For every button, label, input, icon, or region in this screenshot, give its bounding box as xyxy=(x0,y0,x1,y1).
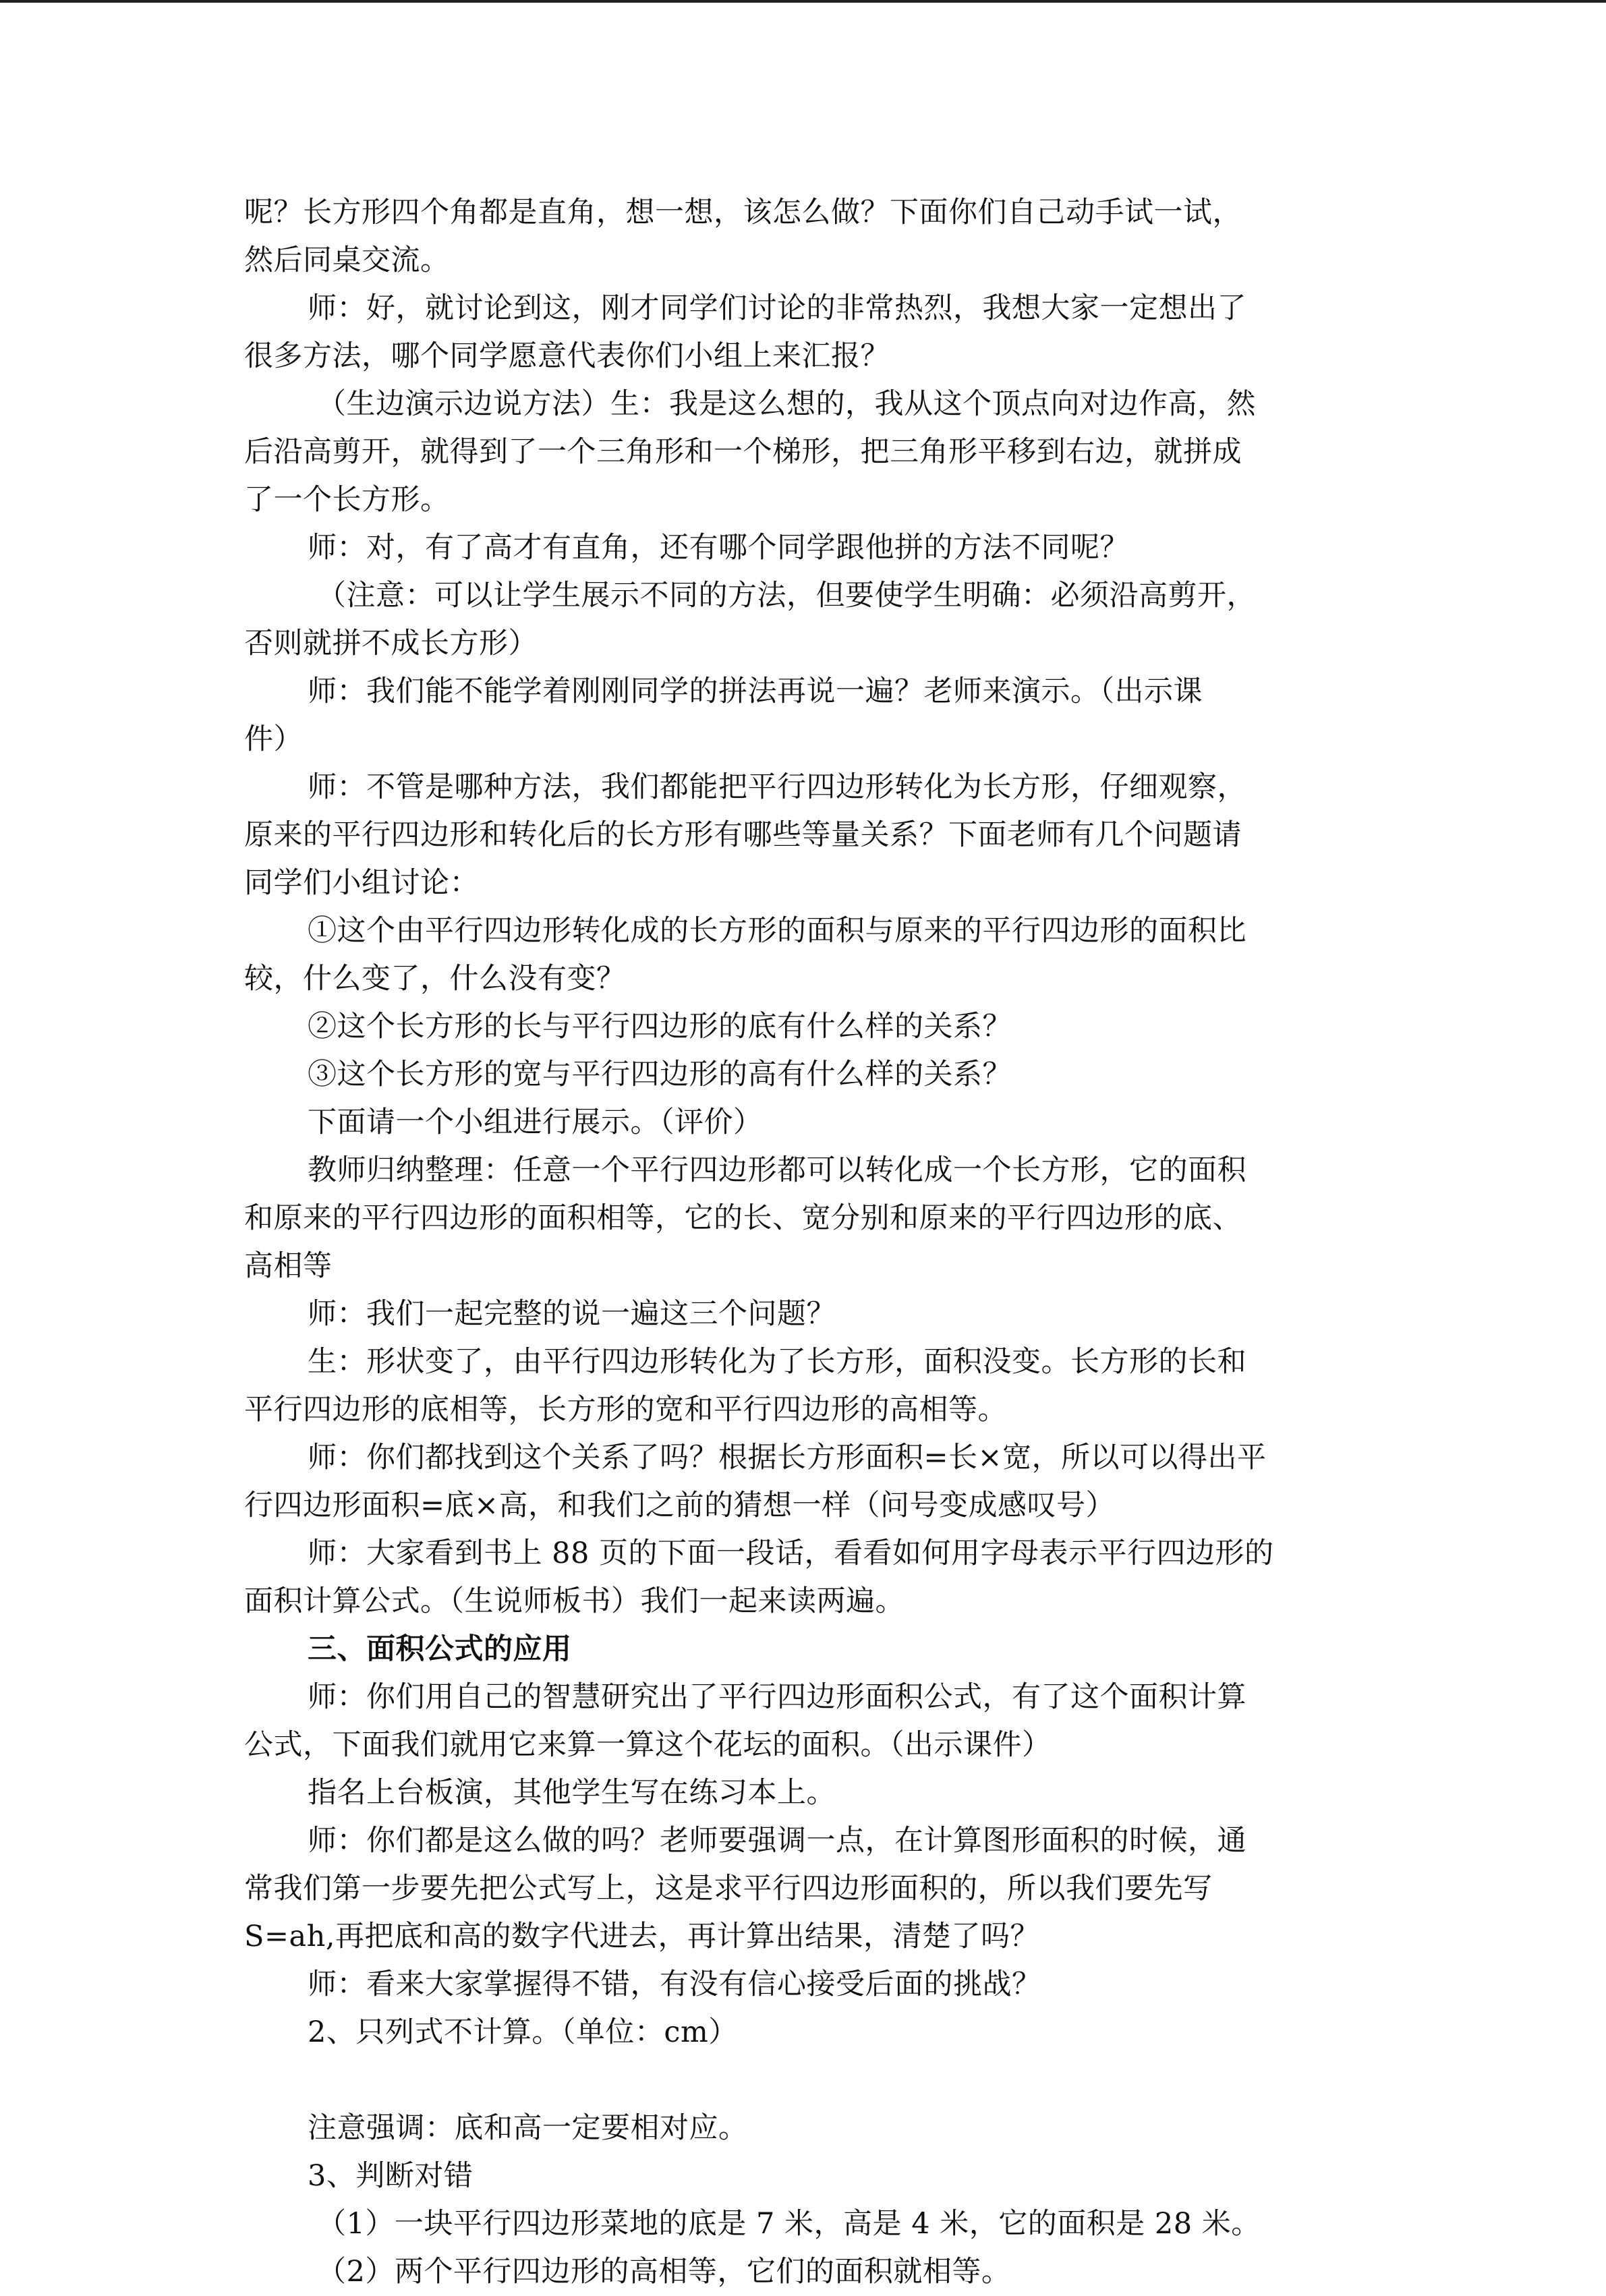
text-line: ②这个长方形的长与平行四边形的底有什么样的关系？ xyxy=(308,1010,1012,1043)
text-line: （注意：可以让学生展示不同的方法，但要使学生明确：必须沿高剪开， xyxy=(317,579,1256,612)
exercise-item: （1）一块平行四边形菜地的底是 7 米，高是 4 米，它的面积是 28 米。 xyxy=(317,2207,1261,2241)
exercise-item: 3、判断对错 xyxy=(308,2159,474,2193)
text-line: 师：好，就讨论到这，刚才同学们讨论的非常热烈，我想大家一定想出了 xyxy=(308,291,1246,325)
text-line: 公式，下面我们就用它来算一算这个花坛的面积。（出示课件） xyxy=(244,1728,1052,1762)
text-line: 面积计算公式。（生说师板书）我们一起来读两遍。 xyxy=(244,1584,905,1618)
text-line: 下面请一个小组进行展示。（评价） xyxy=(308,1106,763,1139)
text-line: 平行四边形的底相等，长方形的宽和平行四边形的高相等。 xyxy=(244,1393,1007,1427)
exercise-item: （2）两个平行四边形的高相等，它们的面积就相等。 xyxy=(317,2255,1011,2289)
text-line: 师：不管是哪种方法，我们都能把平行四边形转化为长方形，仔细观察， xyxy=(308,770,1246,804)
text-line: 很多方法，哪个同学愿意代表你们小组上来汇报？ xyxy=(244,339,890,373)
text-line: 常我们第一步要先把公式写上，这是求平行四边形面积的，所以我们要先写 xyxy=(244,1872,1213,1905)
text-line: 师：我们一起完整的说一遍这三个问题？ xyxy=(308,1297,836,1331)
text-line: 师：对，有了高才有直角，还有哪个同学跟他拼的方法不同呢？ xyxy=(308,531,1129,565)
text-line: 行四边形面积=底×高，和我们之前的猜想一样（问号变成感叹号） xyxy=(244,1489,1116,1522)
exercise-item: 2、只列式不计算。（单位：cm） xyxy=(308,2015,738,2049)
text-line: 教师归纳整理：任意一个平行四边形都可以转化成一个长方形，它的面积 xyxy=(308,1153,1246,1187)
text-line: 师：大家看到书上 88 页的下面一段话，看看如何用字母表示平行四边形的 xyxy=(308,1537,1274,1570)
text-line: 师：你们都找到这个关系了吗？根据长方形面积=长×宽，所以可以得出平 xyxy=(308,1441,1267,1474)
text-line: 师：我们能不能学着刚刚同学的拼法再说一遍？老师来演示。（出示课 xyxy=(308,675,1203,708)
text-line: 同学们小组讨论： xyxy=(244,866,479,900)
text-line: 高相等 xyxy=(244,1249,333,1283)
text-line: 师：你们都是这么做的吗？老师要强调一点，在计算图形面积的时候，通 xyxy=(308,1824,1246,1858)
text-line: 较，什么变了，什么没有变？ xyxy=(244,962,626,996)
page-top-border xyxy=(0,0,1606,3)
text-line: 生：形状变了，由平行四边形转化为了长方形，面积没变。长方形的长和 xyxy=(308,1345,1246,1379)
text-line: 注意强调：底和高一定要相对应。 xyxy=(308,2111,748,2145)
text-line: 和原来的平行四边形的面积相等，它的长、宽分别和原来的平行四边形的底、 xyxy=(244,1201,1242,1235)
text-line: 师：看来大家掌握得不错，有没有信心接受后面的挑战？ xyxy=(308,1968,1041,2001)
text-line: 否则就拼不成长方形） xyxy=(244,627,538,660)
section-heading: 三、面积公式的应用 xyxy=(308,1632,572,1666)
text-line: 呢？长方形四个角都是直角，想一想，该怎么做？下面你们自己动手试一试， xyxy=(244,196,1242,229)
text-line: （生边演示边说方法）生：我是这么想的，我从这个顶点向对边作高，然 xyxy=(317,387,1256,421)
text-line: S=ah,再把底和高的数字代进去，再计算出结果，清楚了吗？ xyxy=(244,1920,1039,1953)
blank-space xyxy=(244,2057,1364,2104)
text-line: 指名上台板演，其他学生写在练习本上。 xyxy=(308,1776,836,1810)
text-line: ①这个由平行四边形转化成的长方形的面积与原来的平行四边形的面积比 xyxy=(308,914,1246,948)
document-page xyxy=(244,189,1364,2296)
text-line: 师：你们用自己的智慧研究出了平行四边形面积公式，有了这个面积计算 xyxy=(308,1680,1246,1714)
text-line: 然后同桌交流。 xyxy=(244,243,450,277)
text-line: 后沿高剪开，就得到了一个三角形和一个梯形，把三角形平移到右边，就拼成 xyxy=(244,435,1242,469)
text-line: 原来的平行四边形和转化后的长方形有哪些等量关系？下面老师有几个问题请 xyxy=(244,818,1242,852)
text-line: ③这个长方形的宽与平行四边形的高有什么样的关系？ xyxy=(308,1058,1012,1091)
text-line: 件） xyxy=(244,722,303,756)
text-line: 了一个长方形。 xyxy=(244,483,450,517)
